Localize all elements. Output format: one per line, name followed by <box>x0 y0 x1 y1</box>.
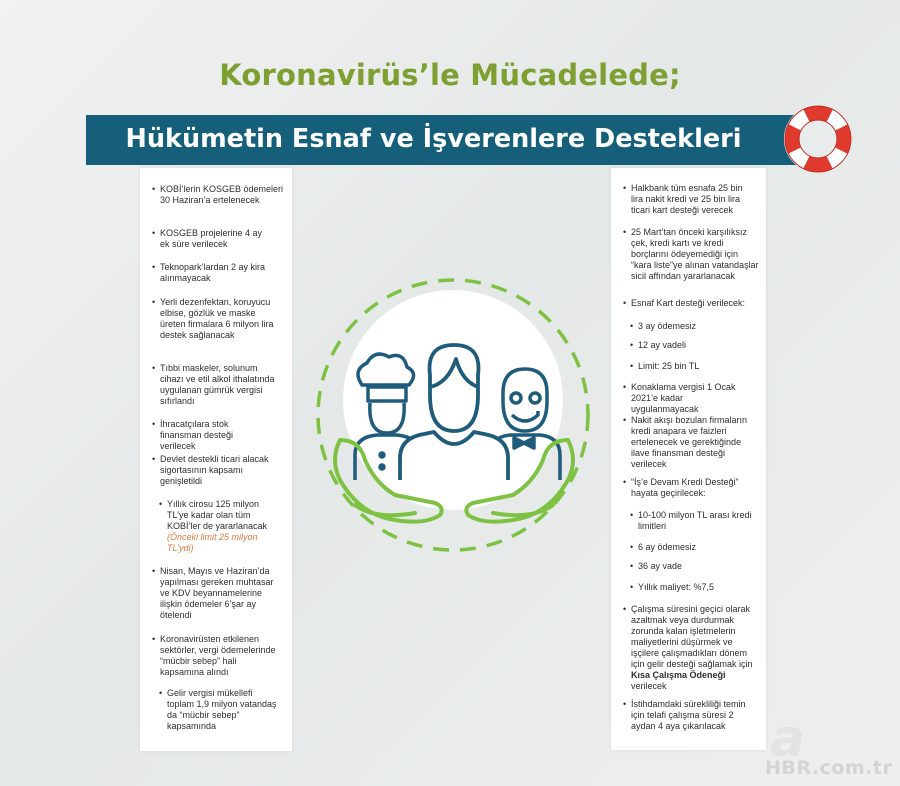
list-item <box>152 228 270 250</box>
title-banner <box>86 115 801 165</box>
list-subitem <box>630 321 748 332</box>
bullet: • <box>152 184 156 194</box>
item-text: 3 ay ödemesiz <box>638 321 697 331</box>
item-text: Devlet destekli ticari alacak sigortasının kapsamı genişletildi <box>160 454 269 486</box>
list-subitem <box>630 510 758 532</box>
bullet: • <box>630 561 634 571</box>
item-text: Tıbbi maskeler, solunum cihazı ve etil alkol ithalatında uygulanan gümrük vergisi sıfırlandı <box>160 363 275 406</box>
item-text: Yıllık cirosu 125 milyon TL’ye kadar olan tüm KOBİ’ler de yararlanacak <box>167 499 268 531</box>
item-text-after: verilecek <box>631 681 667 691</box>
svg-text:a: a <box>770 709 806 769</box>
bullet: • <box>159 688 163 698</box>
item-text: Limit: 25 bin TL <box>638 361 700 371</box>
page-title: Koronavirüs’le Mücadelede; <box>219 58 681 92</box>
bullet: • <box>152 262 156 272</box>
list-subitem <box>630 340 748 351</box>
list-item <box>623 227 759 282</box>
list-item <box>623 415 751 470</box>
bullet: • <box>630 340 634 350</box>
list-subitem <box>159 688 277 732</box>
item-text: “İş’e Devam Kredi Desteği” hayata geçirilecek: <box>631 477 739 498</box>
list-item <box>152 297 282 341</box>
item-text: 6 ay ödemesiz <box>638 542 697 552</box>
item-text: Nisan, Mayıs ve Haziran’da yapılması gereken muhtasar ve KDV beyannamelerine ilişkin ödemeler 6’şar ay ötelendi <box>160 566 274 620</box>
bullet: • <box>152 228 156 238</box>
list-item <box>152 454 272 487</box>
list-subitem <box>630 582 758 593</box>
item-bold: Kısa Çalışma Ödeneği <box>631 670 726 680</box>
item-text: 36 ay vade <box>638 561 683 571</box>
item-text: Teknopark’lardan 2 ay kira alınmayacak <box>160 262 266 283</box>
list-item <box>152 419 260 452</box>
banner-title: Hükümetin Esnaf ve İşverenlere Destekleri <box>125 124 742 154</box>
item-text: Yıllık maliyet: %7,5 <box>638 582 715 592</box>
item-note: (Önceki limit 25 milyon TL’ydi) <box>167 532 258 553</box>
bullet: • <box>152 454 156 464</box>
bullet: • <box>152 363 156 373</box>
bullet: • <box>152 634 156 644</box>
right-panel <box>611 168 766 750</box>
item-text: KOSGEB projelerine 4 ay ek süre verilecek <box>160 228 263 249</box>
bullet: • <box>623 477 627 487</box>
list-subitem <box>630 361 748 372</box>
list-item <box>623 298 761 309</box>
left-panel <box>140 168 292 751</box>
item-text: 12 ay vadeli <box>638 340 687 350</box>
watermark-text: HBR.com.tr <box>765 757 893 779</box>
bullet: • <box>623 183 627 193</box>
bullet: • <box>623 604 627 614</box>
bullet: • <box>152 566 156 576</box>
bullet: • <box>623 227 627 237</box>
item-text: Koronavirüsten etkilenen sektörler, vergi ödemelerinde “mücbir sebep” hali kapsamına alındı <box>160 634 276 677</box>
item-text: Konaklama vergisi 1 Ocak 2021’e kadar uygulanmayacak <box>631 382 736 414</box>
list-item <box>152 566 278 621</box>
item-text: Halkbank tüm esnafa 25 bin lira nakit kredi ve 25 bin lira ticari kart desteği verecek <box>631 183 743 215</box>
bullet: • <box>623 382 627 392</box>
list-item <box>152 262 280 284</box>
bullet: • <box>623 298 627 308</box>
item-text: Gelir vergisi mükellefi toplam 1,9 milyon vatandaş da “mücbir sebep” kapsamında <box>167 688 277 731</box>
item-text: İstihdamdaki sürekliliği temin için telafi çalışma süresi 2 aydan 4 aya çıkarılacak <box>631 699 746 731</box>
list-item <box>623 604 759 692</box>
list-item <box>152 634 280 678</box>
item-text: KOBİ’lerin KOSGEB ödemeleri 30 Haziran’a ertelenecek <box>160 184 284 205</box>
bullet: • <box>152 297 156 307</box>
bullet: • <box>630 321 634 331</box>
item-text: İhracatçılara stok finansman desteği verilecek <box>160 419 234 451</box>
list-subitem <box>630 542 748 553</box>
workers-hands-illustration <box>300 275 610 575</box>
bullet: • <box>630 542 634 552</box>
list-item <box>152 184 285 206</box>
list-subitem <box>630 561 748 572</box>
item-text: Yerli dezenfektan, koruyucu elbise, gözlük ve maske üreten firmalara 6 milyon lira destek sağlanacak <box>160 297 274 340</box>
item-text: 25 Mart’tan önceki karşılıksız çek, kredi kartı ve kredi borçlarını ödeyemediği için “kara liste”ye alınan vatandaşlar sicil affından yararlanacak <box>631 227 759 281</box>
item-text: 10-100 milyon TL arası kredi limitleri <box>638 510 752 531</box>
bullet: • <box>630 582 634 592</box>
list-item <box>623 183 756 216</box>
item-text: Esnaf Kart desteği verilecek: <box>631 298 746 308</box>
list-item <box>623 382 751 415</box>
bullet: • <box>623 415 627 425</box>
bullet: • <box>152 419 156 429</box>
list-item <box>623 477 757 499</box>
lifebuoy-icon <box>782 103 854 175</box>
item-text: Çalışma süresini geçici olarak azaltmak veya durdurmak zorunda kalan işletmelerin maliyetlerini düşürmek ve işçilere çalışmadıkları dönem için gelir desteği sağlamak için <box>631 604 753 669</box>
bullet: • <box>630 510 634 520</box>
item-text: Nakit akışı bozulan firmaların kredi anapara ve faizleri ertelenecek ve gerektiğinde ilave finansman desteği verilecek <box>631 415 748 469</box>
bullet: • <box>159 499 163 509</box>
list-item <box>623 699 759 732</box>
bullet: • <box>630 361 634 371</box>
list-item <box>152 363 275 407</box>
list-subitem <box>159 499 272 554</box>
bullet: • <box>623 699 627 709</box>
